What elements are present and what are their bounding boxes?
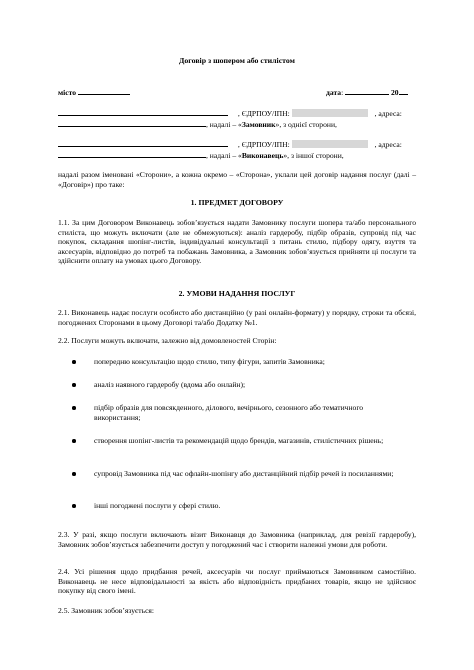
party1-line1: , ЄДРПОУ/ІПН: , адреса:	[58, 109, 402, 118]
year-blank[interactable]	[399, 94, 408, 95]
party1-edrpou-field[interactable]	[292, 109, 368, 117]
party2-line1: , ЄДРПОУ/ІПН: , адреса:	[58, 140, 402, 149]
party2-address-label: адреса:	[378, 140, 402, 149]
bullet-icon	[72, 360, 76, 364]
party2-address-blank[interactable]	[58, 157, 206, 158]
party1-name-blank[interactable]	[58, 115, 228, 116]
party2-name-blank[interactable]	[58, 146, 228, 147]
party2-edrpou-field[interactable]	[292, 140, 368, 148]
date-year: 20	[390, 88, 399, 97]
party2-edrpou-label: ЄДРПОУ/ІПН:	[241, 140, 290, 149]
place-blank[interactable]	[78, 94, 130, 95]
paragraph-2-3: 2.3. У разі, якщо послуги включають візит Виконавця до Замовника (наприклад, для ревізії гардеробу), Замовник зобов’язується забезпечити доступ у погоджений час і створити належні умови для роботи.	[58, 530, 416, 549]
document-title: Договір з шопером або стилістом	[179, 56, 295, 65]
party1-line2	[58, 120, 337, 129]
paragraph-2-4: 2.4. Усі рішення щодо придбання речей, аксесуарів чи послуг приймаються Замовником самостійно. Виконавець не несе відповідальності за якість або відповідність придбаних товарів, якщо не здійснює покупку від свого імені.	[58, 567, 416, 596]
party1-role-text: , надалі – «Замовник», з однієї сторони,	[206, 120, 337, 129]
party2-line2	[58, 151, 344, 160]
intro-paragraph: надалі разом іменовані «Сторони», а кожна окремо – «Сторона», уклали цей договір надання послуг (далі – «Договір») про таке:	[58, 170, 416, 189]
paragraph-2-2: 2.2. Послуги можуть включати, залежно від домовленостей Сторін:	[58, 336, 277, 345]
paragraph-1-1: 1.1. За цим Договором Виконавець зобов’язується надати Замовнику послуги шопера та/або персонального стиліста, що можуть включати (але не обмежуються): аналіз гардеробу, підбір образів, супровід під час покупок, складання шопінг-листів, індивідуальні консультації з питань стилю, підбору одягу, взуття та аксесуарів, відповідно до потреб та побажань Замовника, а Замовник зобов’язується прийняти ці послуги та здійснити оплату на умовах цього Договору.	[58, 218, 416, 266]
party1-address-blank[interactable]	[58, 126, 206, 127]
bullet-icon	[72, 406, 76, 410]
date-line: дата: 20	[326, 88, 408, 97]
party1-edrpou-label: ЄДРПОУ/ІПН:	[241, 109, 290, 118]
section1-heading: 1. ПРЕДМЕТ ДОГОВОРУ	[190, 198, 284, 207]
date-blank[interactable]	[345, 94, 389, 95]
place-label: місто	[58, 88, 77, 97]
bullet-icon	[72, 383, 76, 387]
party2-role-text: , надалі – «Виконавець», з іншої сторони,	[206, 151, 344, 160]
section2-heading: 2. УМОВИ НАДАННЯ ПОСЛУГ	[178, 289, 296, 298]
party1-address-label: адреса:	[378, 109, 402, 118]
bullet-icon	[72, 439, 76, 443]
date-label: дата	[326, 88, 342, 97]
place-line	[58, 88, 130, 97]
paragraph-2-1: 2.1. Виконавець надає послуги особисто або дистанційно (у разі онлайн-формату) у порядку, строки та обсязі, погоджених Сторонами в цьому Договорі та/або Додатку №1.	[58, 308, 416, 327]
paragraph-2-5: 2.5. Замовник зобов’язується:	[58, 606, 155, 615]
bullet-icon	[72, 472, 76, 476]
bullet-icon	[72, 504, 76, 508]
